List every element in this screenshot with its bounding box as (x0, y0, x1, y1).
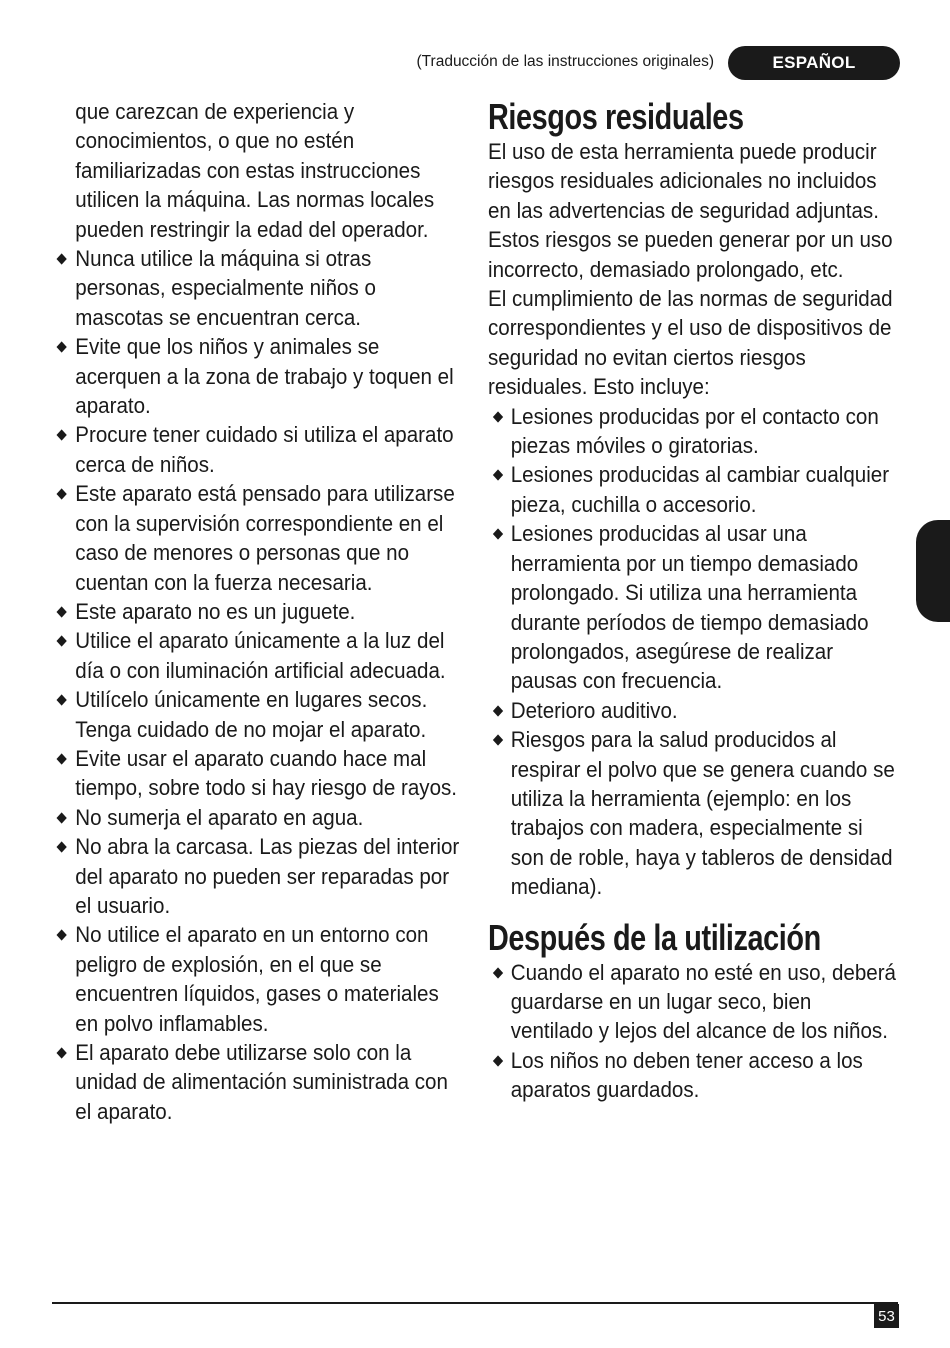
diamond-bullet-icon (56, 812, 66, 823)
list-item (58, 1038, 464, 1126)
list-item-text: Cuando el aparato no esté en uso, deberá guardarse en un lugar seco, bien ventilado y lejos del alcance de los niños. (510, 959, 896, 1044)
list-item (58, 244, 464, 332)
header-translation-note: (Traducción de las instrucciones originales) (416, 53, 714, 70)
list-item (58, 332, 464, 420)
list-item (488, 696, 898, 725)
list-item-text: No abra la carcasa. Las piezas del interior del aparato no pueden ser reparadas por el usuario. (75, 834, 460, 918)
paragraph: Estos riesgos se pueden generar por un uso incorrecto, demasiado prolongado, etc. (488, 227, 893, 282)
diamond-bullet-icon (56, 606, 66, 617)
diamond-bullet-icon (56, 636, 66, 647)
paragraph: El uso de esta herramienta puede producir riesgos residuales adicionales no incluidos en las advertencias de seguridad adjuntas. (488, 139, 879, 223)
list-item (488, 725, 898, 901)
list-item (58, 920, 464, 1038)
list-item-text: Evite que los niños y animales se acerquen a la zona de trabajo y toquen el aparato. (75, 334, 454, 419)
diamond-bullet-icon (493, 967, 503, 978)
diamond-bullet-icon (56, 694, 66, 705)
list-item (488, 1046, 898, 1105)
diamond-bullet-icon (493, 705, 503, 716)
right-column (488, 97, 898, 1105)
list-item (58, 597, 464, 626)
diamond-bullet-icon (493, 1055, 503, 1066)
diamond-bullet-icon (493, 470, 503, 481)
list-item (58, 803, 464, 832)
list-item-text: Procure tener cuidado si utiliza el aparato cerca de niños. (75, 422, 454, 477)
footer-divider (52, 1302, 898, 1304)
diamond-bullet-icon (56, 930, 66, 941)
list-item (58, 744, 464, 803)
continuation-paragraph: que carezcan de experiencia y conocimientos, o que no estén familiarizadas con estas instrucciones utilicen la máquina. Las normas locales pueden restringir la edad del operador. (75, 99, 435, 242)
list-item-text: Evite usar el aparato cuando hace mal tiempo, sobre todo si hay riesgo de rayos. (75, 745, 458, 801)
list-item (488, 958, 898, 1046)
list-item (488, 402, 898, 461)
after-use-heading: Después de la utilización (488, 916, 821, 958)
list-item-text: El aparato debe utilizarse solo con la unidad de alimentación suministrada con el aparato. (75, 1040, 448, 1124)
list-item (58, 420, 464, 479)
page-number: 53 (874, 1304, 899, 1328)
list-item-text: Deterioro auditivo. (510, 697, 678, 723)
diamond-bullet-icon (56, 489, 66, 500)
paragraph: El cumplimiento de las normas de seguridad correspondientes y el uso de dispositivos de seguridad no evitan ciertos riesgos residuales. Esto incluye: (488, 286, 893, 400)
diamond-bullet-icon (56, 1047, 66, 1058)
list-item (58, 685, 464, 744)
residual-risks-heading: Riesgos residuales (488, 96, 744, 137)
list-item-text: Lesiones producidas al cambiar cualquier pieza, cuchilla o accesorio. (510, 462, 890, 517)
list-item-text: Lesiones producidas al usar una herramienta por un tiempo demasiado prolongado. Si utiliza una herramienta durante períodos de tiempo demasiado prolongados, asegúrese de realizar pausas con frecuencia. (510, 521, 869, 694)
list-item-text: Utilice el aparato únicamente a la luz del día o con iluminación artificial adecuada. (75, 628, 446, 683)
list-item (58, 479, 464, 597)
list-item-text: Nunca utilice la máquina si otras personas, especialmente niños o mascotas se encuentran cerca. (75, 246, 376, 330)
diamond-bullet-icon (56, 430, 66, 441)
list-item (488, 519, 898, 695)
diamond-bullet-icon (493, 529, 503, 540)
diamond-bullet-icon (493, 411, 503, 422)
diamond-bullet-icon (56, 753, 66, 764)
list-item-text: Utilícelo únicamente en lugares secos. Tenga cuidado de no mojar el aparato. (75, 687, 428, 742)
list-item-text: No sumerja el aparato en agua. (75, 804, 364, 830)
language-badge: ESPAÑOL (728, 46, 900, 80)
list-item-text: Riesgos para la salud producidos al respirar el polvo que se genera cuando se utiliza la herramienta (ejemplo: en los trabajos con madera, especialmente si son de roble, haya y tableros de densidad mediana). (510, 727, 895, 900)
left-column (58, 97, 464, 1126)
diamond-bullet-icon (493, 734, 503, 745)
list-item-text: Este aparato no es un juguete. (75, 598, 356, 624)
list-item-text: Lesiones producidas por el contacto con piezas móviles o giratorias. (510, 403, 879, 459)
section-spacer (488, 902, 898, 918)
list-item (58, 832, 464, 920)
diamond-bullet-icon (56, 253, 66, 264)
list-item-text: Los niños no deben tener acceso a los aparatos guardados. (510, 1047, 863, 1103)
list-item (58, 626, 464, 685)
diamond-bullet-icon (56, 841, 66, 852)
list-item-text: Este aparato está pensado para utilizarse con la supervisión correspondiente en el caso de menores o personas que no cuentan con la fuerza necesaria. (75, 481, 455, 595)
list-item (488, 460, 898, 519)
section-thumb-tab (916, 520, 950, 622)
list-item-text: No utilice el aparato en un entorno con peligro de explosión, en el que se encuentren líquidos, gases o materiales en polvo inflamables. (75, 922, 439, 1036)
diamond-bullet-icon (56, 342, 66, 353)
